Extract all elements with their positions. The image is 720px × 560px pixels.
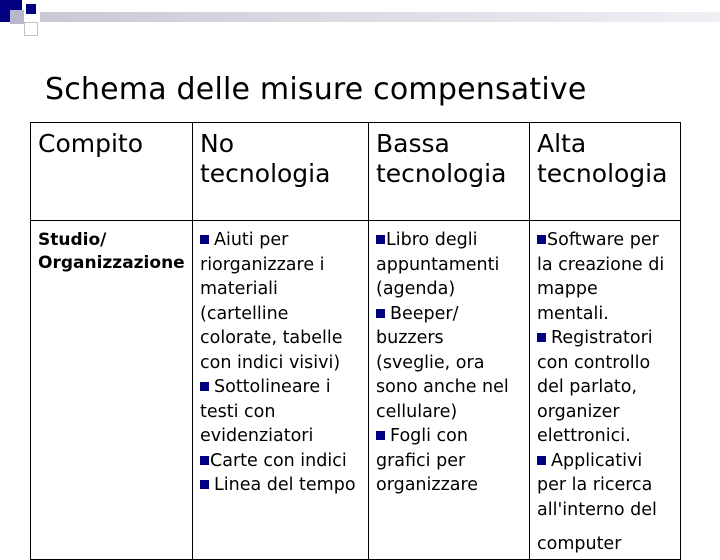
- low-tech-cell: [369, 221, 530, 560]
- high-tech-cell: [530, 221, 681, 560]
- square-bullet-icon: [200, 480, 209, 489]
- list-item: Carte con indici: [200, 449, 362, 474]
- header-high-tech: Alta tecnologia: [530, 123, 681, 221]
- task-cell: Studio/ Organizzazione: [31, 221, 193, 560]
- list-item: Libro degli appuntamenti (agenda): [376, 230, 500, 299]
- header-low-tech: Bassa tecnologia: [369, 123, 530, 221]
- square-bullet-icon: [376, 431, 385, 440]
- square-bullet-icon: [537, 333, 546, 342]
- square-bullet-icon: [537, 235, 546, 244]
- list-item: Linea del tempo: [200, 473, 362, 498]
- square-bullet-icon: [537, 456, 546, 465]
- list-item: Beeper/ buzzers (sveglie, ora sono anche nel cellulare): [376, 303, 509, 422]
- square-bullet-icon: [200, 235, 209, 244]
- header-task: Compito: [31, 123, 193, 221]
- table-header-row: [31, 123, 681, 221]
- corner-square-white: [24, 22, 38, 36]
- list-item: Registratori con controllo del parlato, organizer elettronici.: [537, 328, 653, 446]
- title-decoration-bar: [40, 12, 720, 22]
- table-row: [31, 221, 681, 560]
- list-item-continuation: computer: [537, 534, 622, 554]
- list-item: Software per la creazione di mappe mentali.: [537, 230, 665, 324]
- square-bullet-icon: [376, 235, 385, 244]
- list-item: Fogli con grafici per organizzare: [376, 426, 479, 495]
- no-tech-cell: [193, 221, 369, 560]
- list-item: Applicativi per la ricerca all'interno del: [537, 450, 657, 520]
- slide-title: Schema delle misure compensative: [45, 72, 587, 107]
- corner-square-small: [26, 4, 36, 14]
- measures-table: [30, 122, 681, 560]
- square-bullet-icon: [200, 456, 209, 465]
- square-bullet-icon: [200, 382, 209, 391]
- header-no-tech: No tecnologia: [193, 123, 369, 221]
- corner-square-light: [10, 10, 24, 24]
- square-bullet-icon: [376, 309, 385, 318]
- list-item: Sottolineare i testi con evidenziatori: [200, 377, 331, 446]
- list-item: Aiuti per riorganizzare i materiali (cartelline colorate, tabelle con indici visivi): [200, 230, 343, 373]
